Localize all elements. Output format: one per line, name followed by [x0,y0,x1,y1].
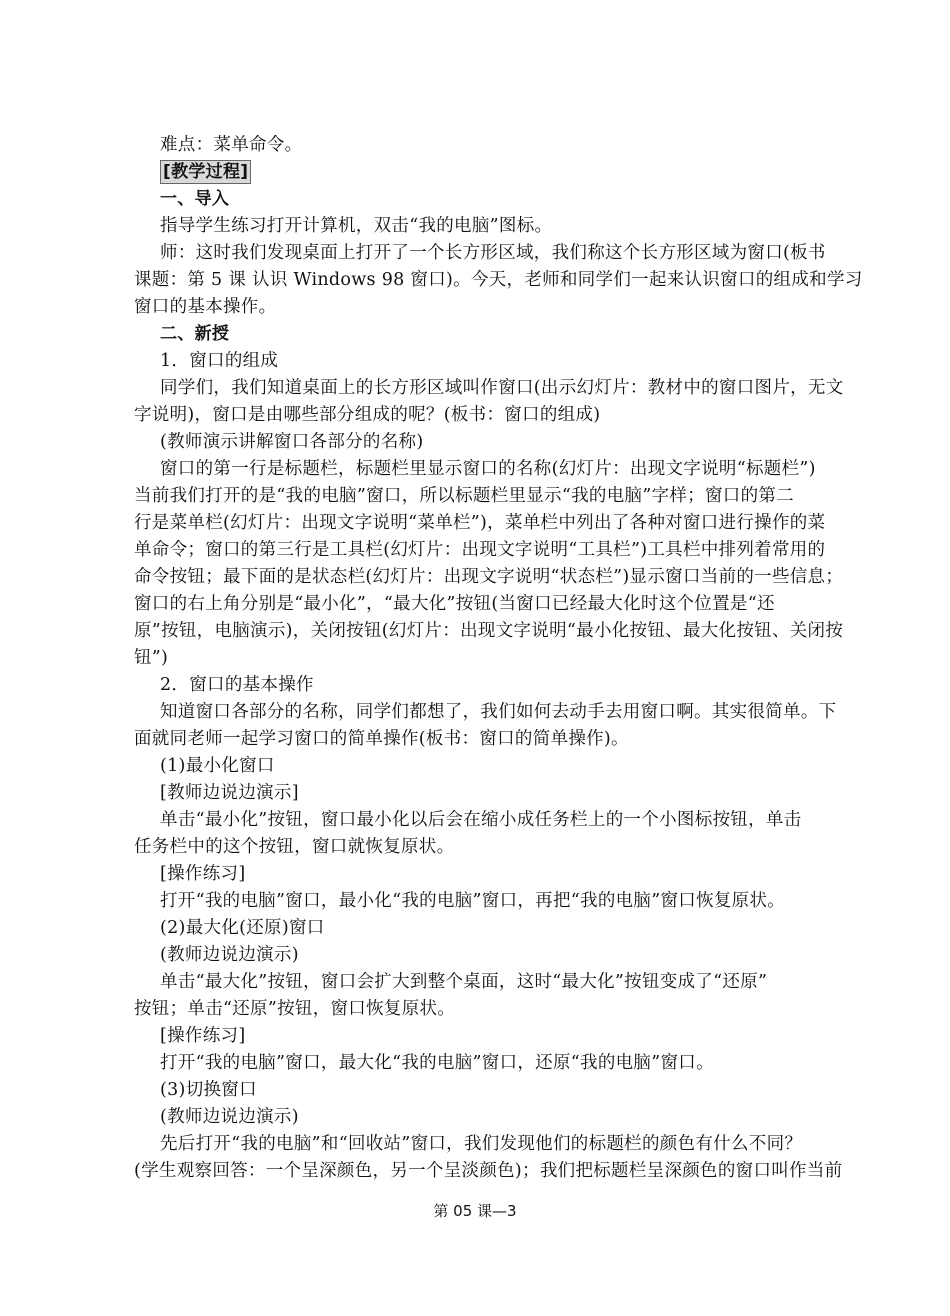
paragraph-line: 1．窗口的组成 [160,351,279,371]
document-body [134,132,863,1185]
section-heading-boxed [134,159,834,186]
paragraph-line: [教师边说边演示] [160,783,299,803]
paragraph-line: 窗口的第一行是标题栏，标题栏里显示窗口的名称(幻灯片：出现文字说明“标题栏”) [160,459,816,479]
paragraph-line: 窗口的右上角分别是“最小化”，“最大化”按钮(当窗口已经最大化时这个位置是“还 [134,594,775,614]
paragraph-line: 单击“最小化”按钮，窗口最小化以后会在缩小成任务栏上的一个小图标按钮，单击 [160,810,802,830]
section-heading: 二、新授 [160,324,230,344]
paragraph-line: (教师边说边演示) [160,945,299,965]
paragraph-line: (学生观察回答：一个呈深颜色，另一个呈淡颜色)；我们把标题栏呈深颜色的窗口叫作当前 [134,1161,843,1181]
paragraph-line: 2．窗口的基本操作 [160,675,314,695]
paragraph-line: 知道窗口各部分的名称，同学们都想了，我们如何去动手去用窗口啊。其实很简单。下 [160,702,837,722]
page-footer: 第 05 课—3 [433,1202,517,1220]
paragraph-line: 打开“我的电脑”窗口，最大化“我的电脑”窗口，还原“我的电脑”窗口。 [160,1053,714,1073]
paragraph-line: 先后打开“我的电脑”和“回收站”窗口，我们发现他们的标题栏的颜色有什么不同？ [160,1134,803,1154]
paragraph-line: 指导学生练习打开计算机，双击“我的电脑”图标。 [160,216,553,236]
paragraph-line: 当前我们打开的是“我的电脑”窗口，所以标题栏里显示“我的电脑”字样；窗口的第二 [134,486,794,506]
paragraph-line: (教师边说边演示) [160,1107,299,1127]
paragraph-line: 原”按钮，电脑演示)，关闭按钮(幻灯片：出现文字说明“最小化按钮、最大化按钮、关闭按 [134,621,844,641]
paragraph-line: 同学们，我们知道桌面上的长方形区域叫作窗口(出示幻灯片：教材中的窗口图片，无文 [160,378,844,398]
paragraph-line: 课题：第 5 课 认识 Windows 98 窗口)。今天，老师和同学们一起来认识窗口的组成和学习 [134,270,863,290]
paragraph-line: 窗口的基本操作。 [134,297,277,317]
boxed-label: [教学过程] [160,160,251,184]
paragraph-line: 字说明)，窗口是由哪些部分组成的呢？(板书：窗口的组成) [134,405,601,425]
paragraph-line: (3)切换窗口 [160,1080,257,1100]
paragraph-line: (教师演示讲解窗口各部分的名称) [160,432,424,452]
paragraph-line: [操作练习] [160,864,246,884]
paragraph-line: 钮”) [134,648,169,668]
paragraph-line: [操作练习] [160,1026,246,1046]
paragraph-line: 按钮；单击“还原”按钮，窗口恢复原状。 [134,999,456,1019]
paragraph-line: 任务栏中的这个按钮，窗口就恢复原状。 [134,837,455,857]
paragraph-line: 行是菜单栏(幻灯片：出现文字说明“菜单栏”)，菜单栏中列出了各种对窗口进行操作的菜 [134,513,826,533]
paragraph-line: 难点：菜单命令。 [160,135,303,155]
paragraph-line: (2)最大化(还原)窗口 [160,918,325,938]
paragraph-line: (1)最小化窗口 [160,756,275,776]
paragraph-line: 面就同老师一起学习窗口的简单操作(板书：窗口的简单操作)。 [134,729,629,749]
paragraph-line: 命令按钮；最下面的是状态栏(幻灯片：出现文字说明“状态栏”)显示窗口当前的一些信息； [134,567,844,587]
paragraph-line: 单命令；窗口的第三行是工具栏(幻灯片：出现文字说明“工具栏”)工具栏中排列着常用的 [134,540,826,560]
paragraph-line: 打开“我的电脑”窗口，最小化“我的电脑”窗口，再把“我的电脑”窗口恢复原状。 [160,891,786,911]
paragraph-line: 单击“最大化”按钮，窗口会扩大到整个桌面，这时“最大化”按钮变成了“还原” [160,972,768,992]
section-heading: 一、导入 [160,189,230,209]
paragraph-line: 师：这时我们发现桌面上打开了一个长方形区域，我们称这个长方形区域为窗口(板书 [160,243,826,263]
